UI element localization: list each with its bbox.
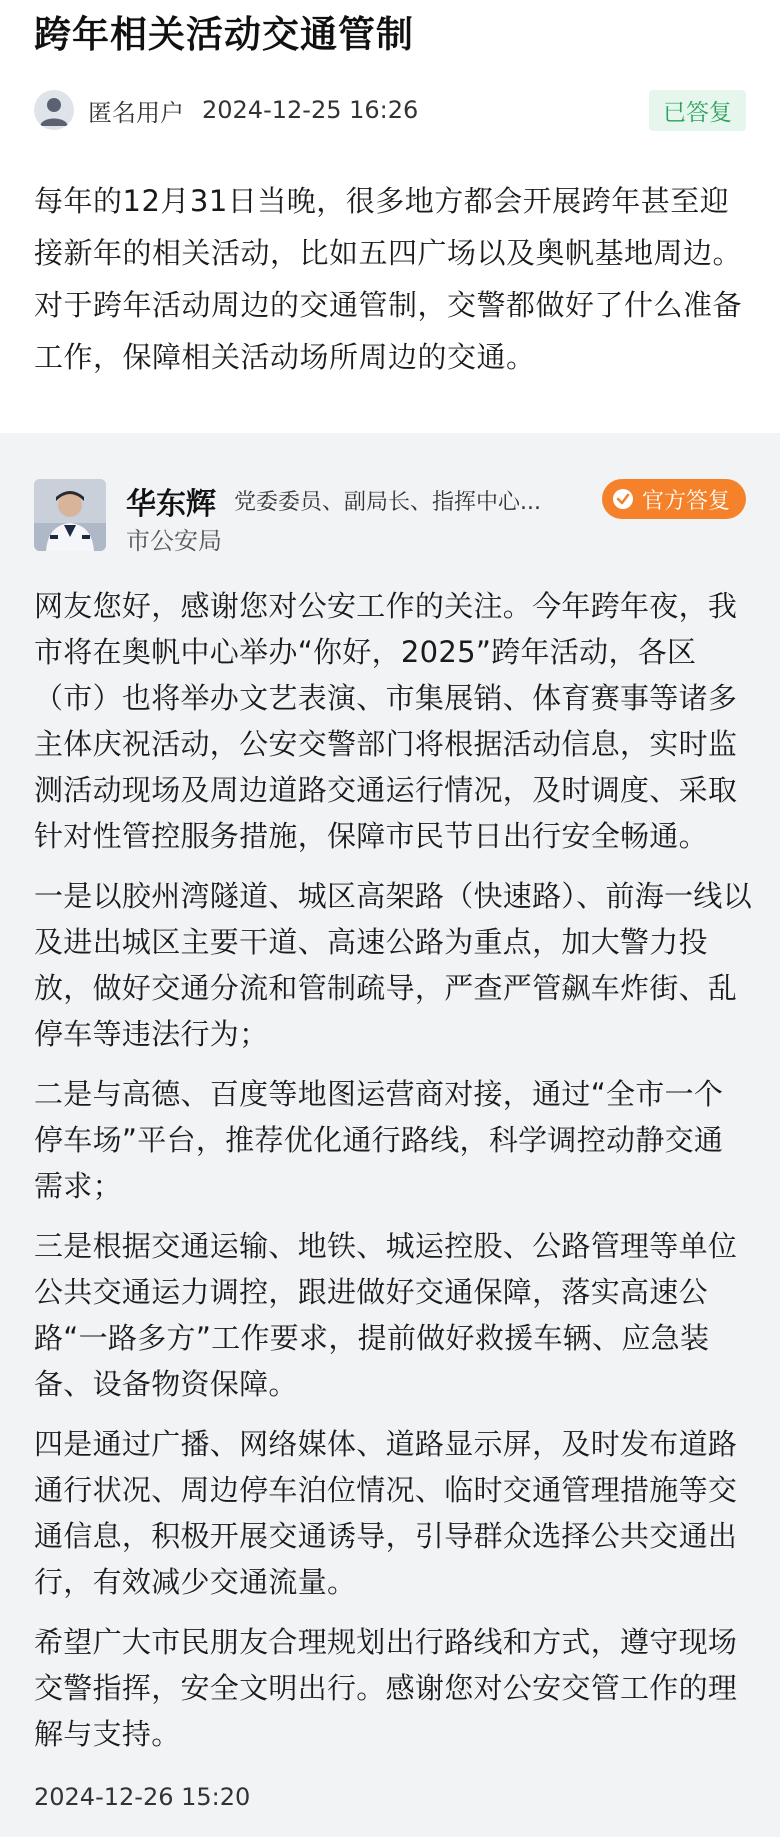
answer-header: [34, 479, 746, 555]
answer-section: [0, 433, 780, 1837]
official-answer-badge-label: 官方答复: [641, 488, 730, 514]
question-section: [0, 0, 780, 433]
answered-status-badge: 已答复: [649, 90, 746, 131]
answer-body: [34, 583, 752, 1771]
answer-paragraph: 二是与高德、百度等地图运营商对接，通过“全市一个停车场”平台，推荐优化通行路线，科学调控动静交通需求；: [34, 1077, 724, 1203]
answer-timestamp: 2024-12-26 15:20: [34, 1783, 251, 1811]
question-timestamp: 2024-12-25 16:26: [202, 96, 419, 124]
anonymous-avatar-icon: [34, 90, 74, 130]
answer-paragraph: 四是通过广播、网络媒体、道路显示屏，及时发布道路通行状况、周边停车泊位情况、临时交通管理措施等交通信息，积极开展交通诱导，引导群众选择公共交通出行，有效减少交通流量。: [34, 1427, 738, 1599]
question-meta: [34, 90, 746, 130]
official-role: 党委委员、副局长、指挥中心...: [234, 490, 541, 515]
official-answer-badge: [602, 479, 746, 519]
answer-paragraph: 三是根据交通运输、地铁、城运控股、公路管理等单位公共交通运力调控，跟进做好交通保障，落实高速公路“一路多方”工作要求，提前做好救援车辆、应急装备、设备物资保障。: [34, 1229, 738, 1401]
verified-check-icon: [612, 488, 634, 510]
answer-paragraph: 一是以胶州湾隧道、城区高架路（快速路）、前海一线以及进出城区主要干道、高速公路为重点，加大警力投放，做好交通分流和管制疏导，严查严管飙车炸街、乱停车等违法行为；: [34, 879, 753, 1051]
question-user: 匿名用户: [88, 98, 184, 127]
official-avatar[interactable]: [34, 479, 106, 551]
answer-paragraph: 希望广大市民朋友合理规划出行路线和方式，遵守现场交警指挥，安全文明出行。感谢您对公安交管工作的理解与支持。: [34, 1625, 738, 1751]
question-body: 每年的12月31日当晚，很多地方都会开展跨年甚至迎接新年的相关活动，比如五四广场以及奥帆基地周边。对于跨年活动周边的交通管制，交警都做好了什么准备工作，保障相关活动场所周边的交通。: [34, 184, 743, 374]
official-organization: 市公安局: [126, 527, 222, 555]
answer-paragraph: 网友您好，感谢您对公安工作的关注。今年跨年夜，我市将在奥帆中心举办“你好，2025”跨年活动，各区（市）也将举办文艺表演、市集展销、体育赛事等诸多主体庆祝活动，公安交警部门将根据活动信息，实时监测活动现场及周边道路交通运行情况，及时调度、采取针对性管控服务措施，保障市民节日出行安全畅通。: [34, 589, 738, 853]
question-title: 跨年相关活动交通管制: [34, 13, 414, 56]
official-name: 华东辉: [126, 487, 216, 522]
